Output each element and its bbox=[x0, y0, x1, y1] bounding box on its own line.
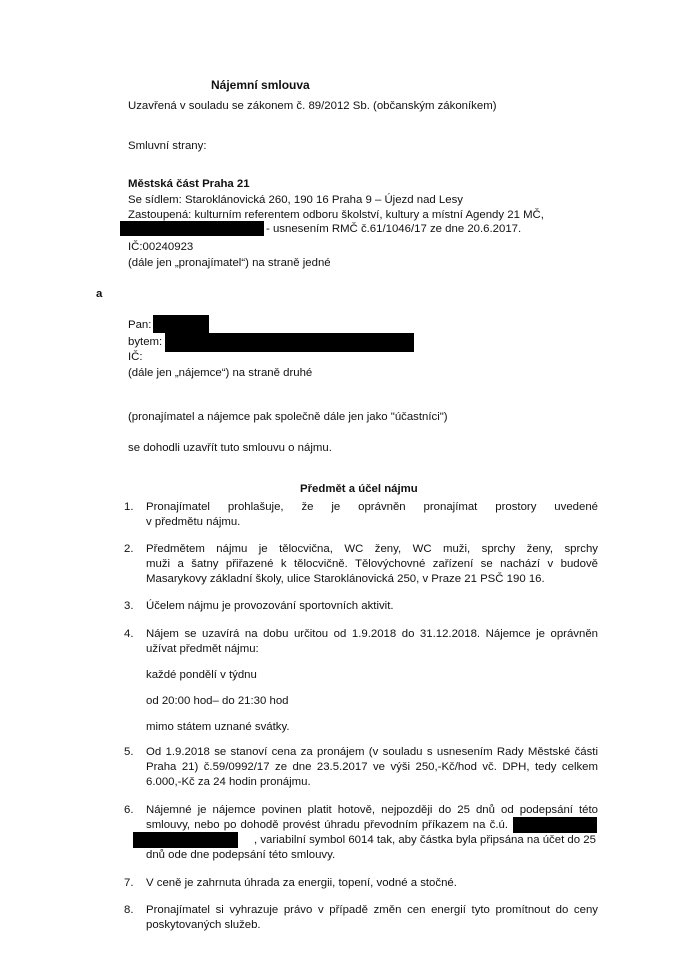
redaction-box bbox=[165, 333, 414, 352]
section-heading: Předmět a účel nájmu bbox=[300, 483, 418, 495]
schedule-exception: mimo státem uznané svátky. bbox=[146, 721, 290, 733]
redaction-box bbox=[153, 315, 209, 333]
tenant-ic-label: IČ: bbox=[128, 351, 143, 363]
item-number: 6. bbox=[124, 804, 134, 816]
redaction-box bbox=[513, 817, 597, 833]
item-number: 8. bbox=[124, 904, 134, 916]
landlord-ic: IČ:00240923 bbox=[128, 241, 194, 253]
item-number: 7. bbox=[124, 877, 134, 889]
list-item: Nájemné je nájemce povinen platit hotově, nejpozději do 25 dnů od podepsání této smlouvy, nebo po dohodě provést úhradu převodním příkazem na č.ú. , variabilní symbol 6014 tak, aby částka byla připsána na účet do 25 dnů ode dne podepsání této smlouvy. bbox=[146, 804, 598, 861]
landlord-resolution: - usnesením RMČ č.61/1046/17 ze dne 20.6.2017. bbox=[266, 223, 522, 235]
parties-heading: Smluvní strany: bbox=[128, 140, 207, 152]
conjunction: a bbox=[96, 288, 103, 300]
landlord-represented: Zastoupená: kulturním referentem odboru školství, kultury a místní Agendy 21 MČ, bbox=[128, 209, 544, 221]
item-number: 5. bbox=[124, 746, 134, 758]
list-item: Nájem se uzavírá na dobu určitou od 1.9.2018 do 31.12.2018. Nájemce je oprávněn užívat předmět nájmu: bbox=[146, 628, 598, 655]
tenant-role: (dále jen „nájemce“) na straně druhé bbox=[128, 367, 313, 379]
tenant-bytem-label: bytem: bbox=[128, 336, 163, 348]
item-number: 2. bbox=[124, 543, 134, 555]
document-title: Nájemní smlouva bbox=[211, 78, 310, 92]
agreed-statement: se dohodli uzavřít tuto smlouvu o nájmu. bbox=[128, 442, 332, 454]
item-number: 3. bbox=[124, 600, 134, 612]
participants-note: (pronajímatel a nájemce pak společně dále jen jako "účastníci") bbox=[128, 411, 448, 423]
list-item: V ceně je zahrnuta úhrada za energii, topení, vodné a stočné. bbox=[146, 877, 457, 889]
landlord-seat: Se sídlem: Staroklánovická 260, 190 16 Praha 9 – Újezd nad Lesy bbox=[128, 194, 463, 206]
list-item: Předmětem nájmu je tělocvična, WC ženy, WC muži, sprchy ženy, sprchy muži a šatny přiřazené k tělocvičně. Tělovýchovné zařízení se nachází v budově Masarykovy základní školy, ulice Staroklánovická 250, v Praze 21 PSČ 190 16. bbox=[146, 543, 598, 585]
list-item: Pronajímatel si vyhrazuje právo v případě změn cen energií tyto promítnout do ceny poskytovaných služeb. bbox=[146, 904, 598, 931]
redaction-box bbox=[120, 221, 264, 236]
list-item: Účelem nájmu je provozování sportovních aktivit. bbox=[146, 600, 394, 612]
landlord-role: (dále jen „pronajímatel“) na straně jedné bbox=[128, 257, 331, 269]
redaction-box bbox=[133, 832, 238, 848]
list-item: Pronajímatel prohlašuje, že je oprávněn pronajímat prostory uvedené v předmětu nájmu. bbox=[146, 501, 598, 528]
item-number: 1. bbox=[124, 501, 134, 513]
item-number: 4. bbox=[124, 628, 134, 640]
document-subtitle: Uzavřená v souladu se zákonem č. 89/2012 Sb. (občanským zákoníkem) bbox=[128, 100, 497, 112]
schedule-time: od 20:00 hod– do 21:30 hod bbox=[146, 695, 289, 707]
landlord-name: Městská část Praha 21 bbox=[128, 178, 250, 190]
tenant-pan-label: Pan: bbox=[128, 319, 152, 331]
schedule-day: každé pondělí v týdnu bbox=[146, 669, 257, 681]
list-item: Od 1.9.2018 se stanoví cena za pronájem (v souladu s usnesením Rady Městské části Praha 21) č.59/0992/17 ze dne 23.5.2017 ve výši 250,-Kč/hod vč. DPH, tedy celkem 6.000,-Kč za 24 hodin pronájmu. bbox=[146, 746, 598, 788]
